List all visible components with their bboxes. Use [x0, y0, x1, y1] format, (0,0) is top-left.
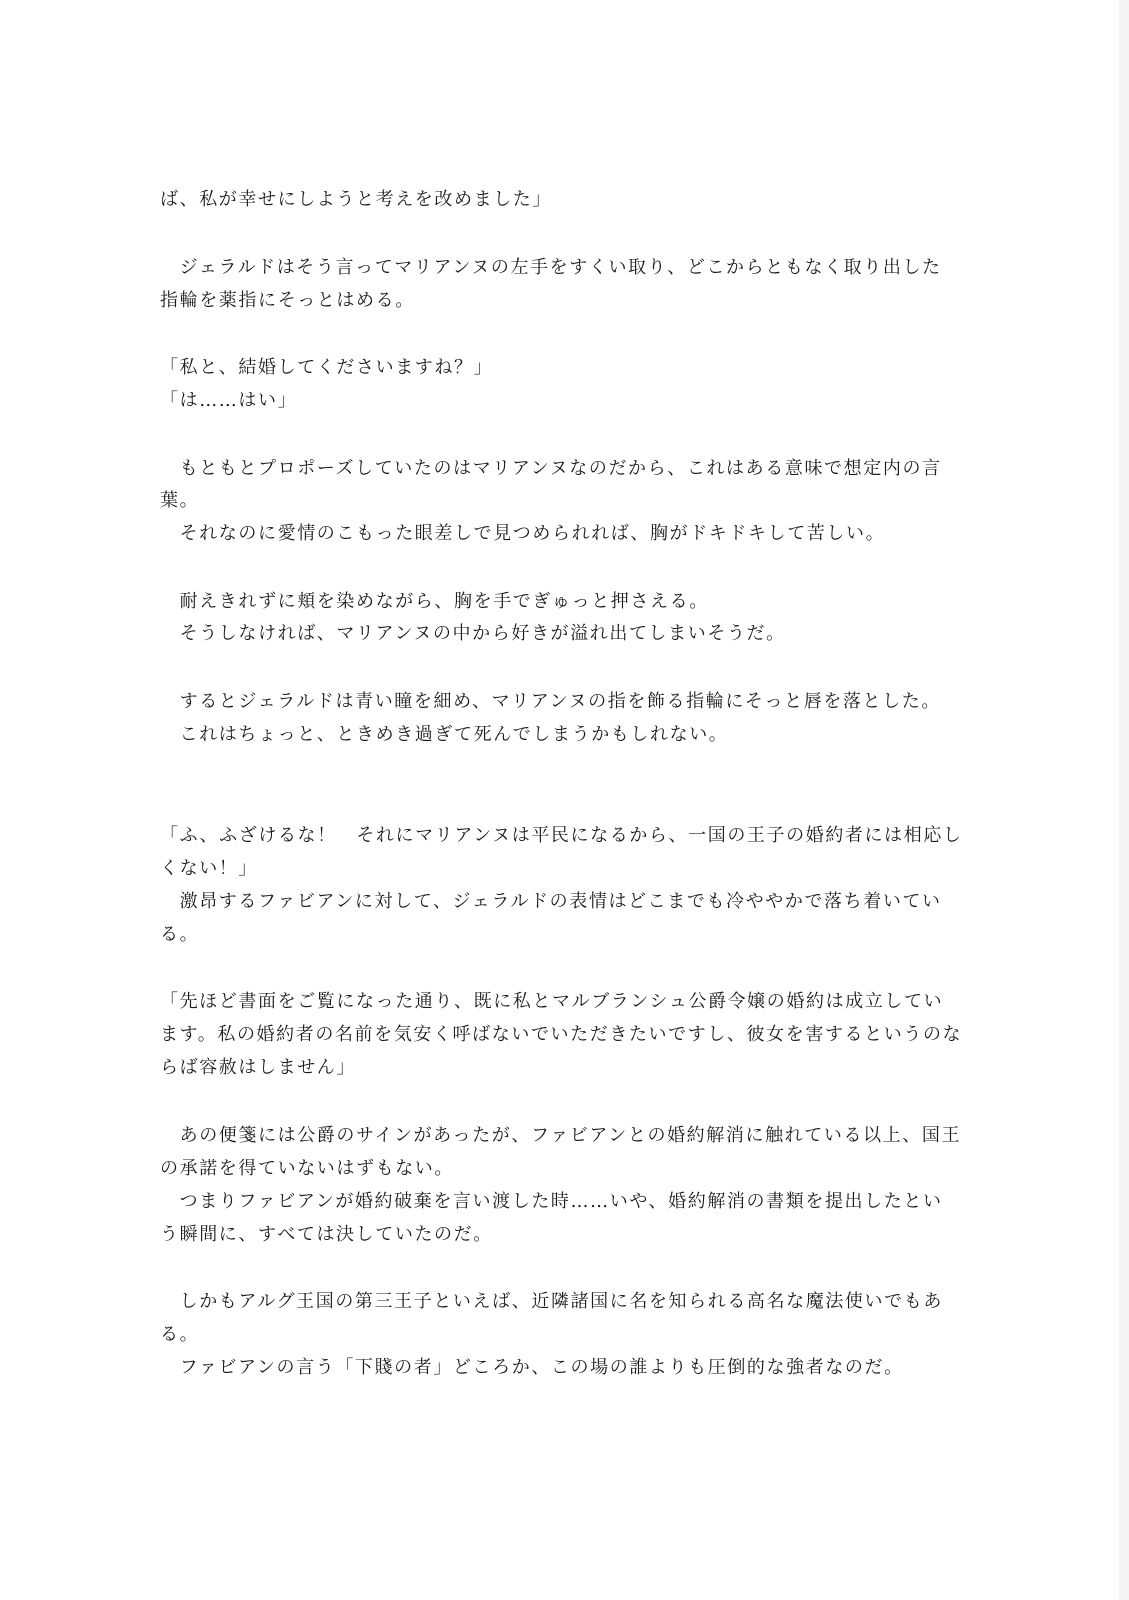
text-line: 「先ほど書面をご覧になった通り、既に私とマルブランシュ公爵令嬢の婚約は成立してい — [160, 991, 944, 1012]
text-line: 耐えきれずに頬を染めながら、胸を手でぎゅっと押さえる。 — [160, 591, 709, 612]
text-line: る。 — [160, 1324, 200, 1345]
text-line: あの便箋には公爵のサインがあったが、ファビアンとの婚約解消に触れている以上、国王 — [160, 1125, 962, 1146]
text-line: 激昂するファビアンに対して、ジェラルドの表情はどこまでも冷ややかで落ち着いてい — [160, 891, 942, 912]
text-line: つまりファビアンが婚約破棄を言い渡した時……いや、婚約解消の書類を提出したとい — [160, 1191, 943, 1212]
text-line: 葉。 — [160, 490, 200, 511]
text-line: しかもアルグ王国の第三王子といえば、近隣諸国に名を知られる高名な魔法使いでもあ — [160, 1291, 943, 1312]
text-line: ば、私が幸せにしようと考えを改めました」 — [160, 189, 552, 210]
text-line: それなのに愛情のこもった眼差しで見つめられれば、胸がドキドキして苦しい。 — [160, 523, 886, 544]
text-line: らば容赦はしません」 — [160, 1057, 356, 1078]
text-line: ます。私の婚約者の名前を気安く呼ばないでいただきたいですし、彼女を害するというのな — [160, 1024, 963, 1045]
text-line: う瞬間に、すべては決していたのだ。 — [160, 1224, 493, 1245]
text-line: もともとプロポーズしていたのはマリアンヌなのだから、これはある意味で想定内の言 — [160, 458, 942, 479]
text-line: 「ふ、ふざけるな！ それにマリアンヌは平民になるから、一国の王子の婚約者には相応し — [160, 825, 963, 846]
text-line: 指輪を薬指にそっとはめる。 — [160, 290, 415, 311]
text-line: 「私と、結婚してくださいますね？」 — [160, 357, 494, 378]
text-line: くない！」 — [160, 858, 258, 879]
text-line: ファビアンの言う「下賤の者」どころか、この場の誰よりも圧倒的な強者なのだ。 — [160, 1357, 904, 1378]
text-line: る。 — [160, 924, 200, 945]
text-line: これはちょっと、ときめき過ぎて死んでしまうかもしれない。 — [160, 724, 729, 745]
text-line: そうしなければ、マリアンヌの中から好きが溢れ出てしまいそうだ。 — [160, 623, 786, 644]
text-line: の承諾を得ていないはずもない。 — [160, 1158, 454, 1179]
text-line: するとジェラルドは青い瞳を細め、マリアンヌの指を飾る指輪にそっと唇を落とした。 — [160, 691, 941, 712]
text-line: ジェラルドはそう言ってマリアンヌの左手をすくい取り、どこからともなく取り出した — [160, 257, 942, 278]
text-line: 「は……はい」 — [160, 390, 298, 411]
